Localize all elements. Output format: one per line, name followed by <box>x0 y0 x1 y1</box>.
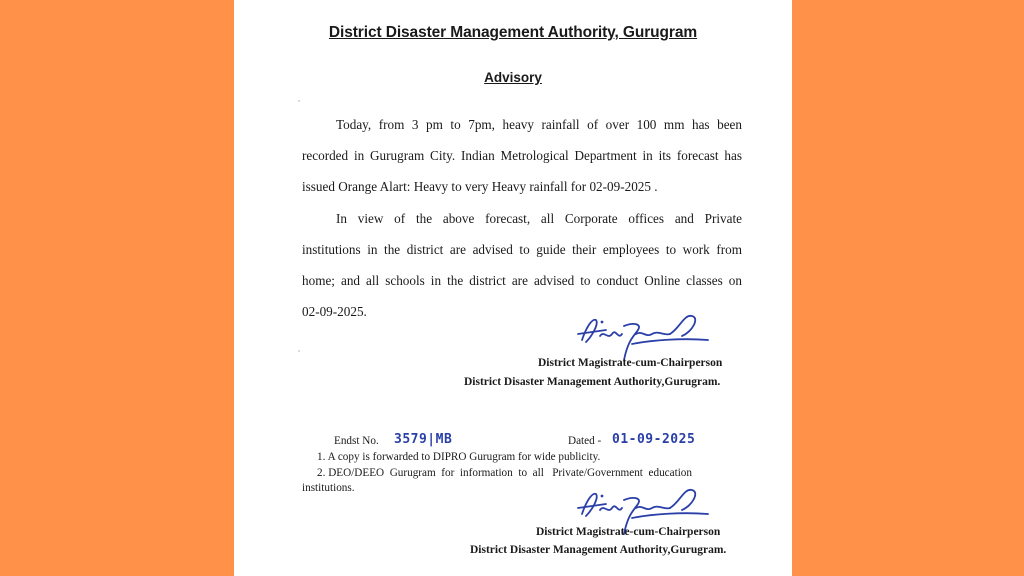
paragraph-forecast <box>302 109 742 202</box>
scan-speck <box>298 100 300 102</box>
scan-speck <box>298 350 300 352</box>
endst-label: Endst No. <box>334 435 379 447</box>
endorsement-item: institutions. <box>302 482 355 494</box>
document-subtitle: Advisory <box>484 70 542 85</box>
paragraph-advice <box>302 203 742 327</box>
signature-organization: District Disaster Management Authority,Gurugram. <box>464 376 721 388</box>
signature-designation: District Magistrate-cum-Chairperson <box>536 526 721 538</box>
advisory-document <box>234 0 792 576</box>
paragraph-line: In view of the above forecast, all Corporate offices and Private <box>336 211 742 226</box>
dated-label: Dated - <box>568 435 602 447</box>
paragraph-line: 02-09-2025. <box>302 304 367 319</box>
paragraph-line: institutions in the district are advised to guide their employees to work from <box>302 242 742 257</box>
endorsement-item: 2. DEO/DEEO Gurugram for information to all Private/Government education <box>317 467 692 479</box>
paragraph-line: Today, from 3 pm to 7pm, heavy rainfall of over 100 mm has been <box>336 117 742 132</box>
endorsement-item: 1. A copy is forwarded to DIPRO Gurugram for wide publicity. <box>317 451 601 463</box>
signature-icon <box>572 310 712 362</box>
signature-organization: District Disaster Management Authority,Gurugram. <box>470 544 727 556</box>
paragraph-line: recorded in Gurugram City. Indian Metrological Department in its forecast has <box>302 148 742 163</box>
dated-value: 01-09-2025 <box>612 432 696 447</box>
paragraph-line: home; and all schools in the district are advised to conduct Online classes on <box>302 273 742 288</box>
signature-designation: District Magistrate-cum-Chairperson <box>538 357 723 369</box>
document-title: District Disaster Management Authority, Gurugram <box>328 24 698 41</box>
paragraph-line: issued Orange Alart: Heavy to very Heavy rainfall for 02-09-2025 . <box>302 179 658 194</box>
endst-number: 3579|MB <box>394 432 453 447</box>
